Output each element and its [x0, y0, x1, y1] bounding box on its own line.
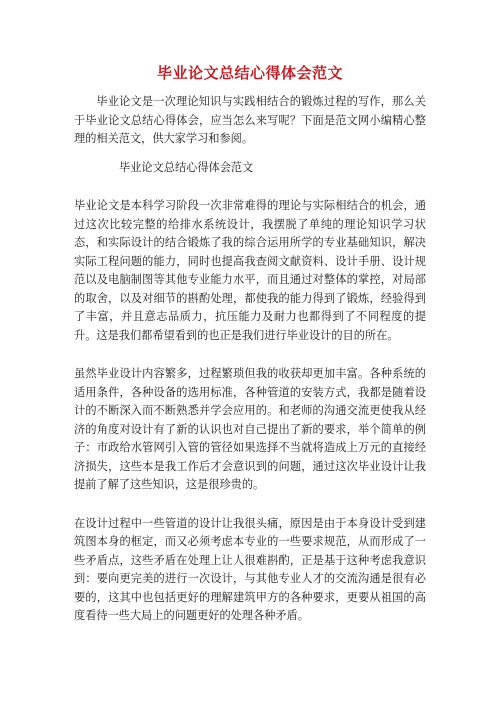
section-subtitle: 毕业论文总结心得体会范文: [119, 160, 254, 174]
document-title: 毕业论文总结心得体会范文: [156, 64, 343, 82]
intro-paragraph: 毕业论文是一次理论知识与实践相结合的锻炼过程的写作，那么关于毕业论文总结心得体会，应当怎么来写呢？下面是范文网小编精心整理的相关范文，供大家学习和参阅。: [74, 95, 426, 145]
body-paragraph-1: 毕业论文是本科学习阶段一次非常难得的理论与实际相结合的机会，通过这次比较完整的给排水系统设计，我摆脱了单纯的理论知识学习状态，和实际设计的结合锻炼了我的综合运用所学的专业基础知识，解决实际工程问题的能力，同时也提高我查阅文献资料、设计手册、设计规范以及电脑制图等其他专业能力水平，而且通过对整体的掌控，对局部的取舍，以及对细节的斟酌处理，都使我的能力得到了锻炼，经验得到了丰富，并且意志品质力，抗压能力及耐力也都得到了不同程度的提升。这是我们都希望看到的也正是我们进行毕业设计的目的所在。: [74, 199, 426, 342]
body-paragraph-2: 虽然毕业设计内容繁多，过程繁琐但我的收获却更加丰富。各种系统的适用条件，各种设备的选用标准，各种管道的安装方式，我都是随着设计的不断深入而不断熟悉并学会应用的。和老师的沟通交流更使我从经济的角度对设计有了新的认识也对自己提出了新的要求，举个简单的例子：市政给水管网引入管的管径如果选择不当就将造成上万元的直接经济损失，这些本是我工作后才会意识到的问题，通过这次毕业设计让我提前了解了这些知识，这是很珍贵的。: [74, 367, 426, 491]
body-paragraph-3: 在设计过程中一些管道的设计让我很头痛，原因是由于本身设计受到建筑图本身的框定，而又必须考虑本专业的一些要求规范，从而形成了一些矛盾点，这些矛盾在处理上让人很难斟酌，正是基于这种考虑我意识到：要向更完美的进行一次设计，与其他专业人才的交流沟通是很有必要的，这其中也包括更好的理解建筑甲方的各种要求，更要从祖国的高度看待一些大局上的问题更好的处理各种矛盾。: [74, 516, 426, 622]
